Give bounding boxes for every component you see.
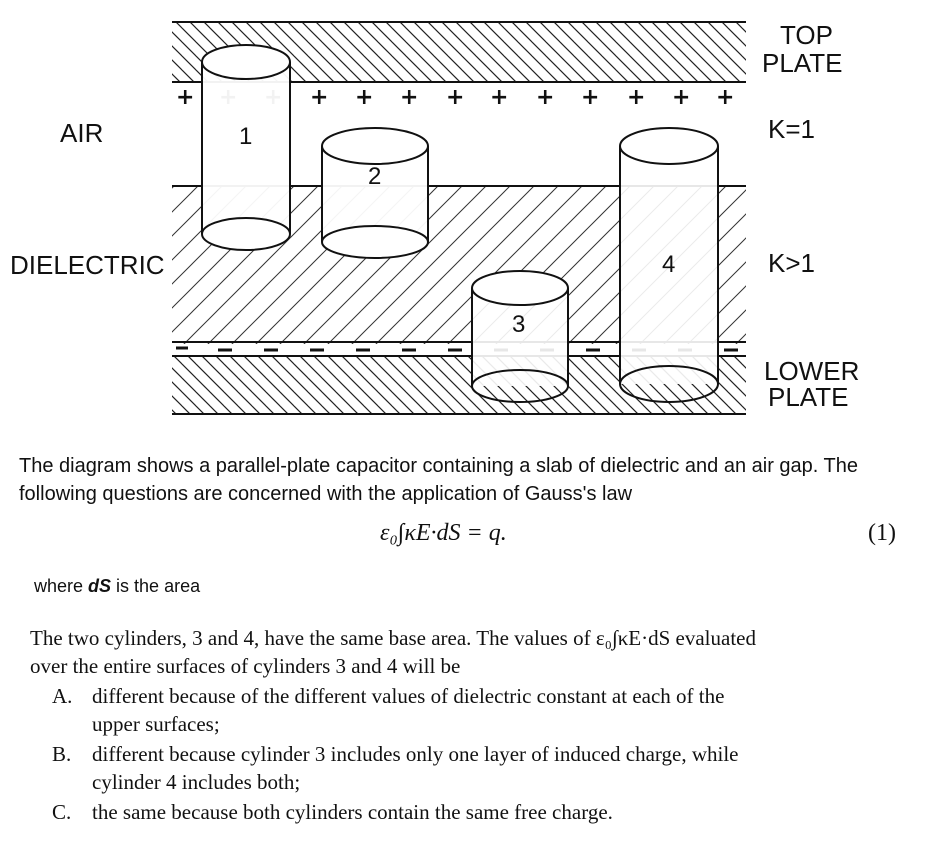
plus-charge: + [581, 85, 600, 110]
plus-charge: + [400, 85, 419, 110]
where-note [34, 576, 200, 597]
plus-charge: + [355, 85, 374, 110]
plus-charge: + [716, 85, 735, 110]
plus-charge: + [490, 85, 509, 110]
where-prefix: where [34, 576, 89, 596]
choice-a-letter: A. [52, 684, 73, 708]
cylinder-4 [620, 128, 718, 402]
question-stem: The two cylinders, 3 and 4, have the same base area. The values of ε₀∫κE·dS evaluated over the entire surfaces of cylinders 3 and 4 will be [30, 626, 756, 678]
top-plate-label-line1: TOP [780, 20, 833, 50]
choice-b-letter: B. [52, 742, 72, 766]
choice-a[interactable] [30, 682, 760, 738]
equation-number: (1) [868, 520, 896, 546]
plus-charge: + [176, 85, 195, 110]
choice-c-text: the same because both cylinders contain the same free charge. [92, 800, 613, 824]
cylinder-4-label: 4 [662, 251, 676, 278]
question [30, 624, 760, 828]
choice-c-letter: C. [52, 800, 72, 824]
choice-b-text: different because cylinder 3 includes only one layer of induced charge, while cylinder 4 includes both; [92, 742, 739, 794]
dielectric-label: DIELECTRIC [10, 250, 165, 280]
cylinder-2-label: 2 [368, 163, 382, 190]
cylinder-1 [202, 45, 290, 250]
top-plate-label-line2: PLATE [762, 48, 843, 78]
k-air-label: K=1 [768, 114, 815, 144]
plus-charge: + [672, 85, 691, 110]
plus-charge: + [310, 85, 329, 110]
where-suffix: is the area [111, 576, 201, 596]
caption [19, 452, 909, 508]
caption-text: The diagram shows a parallel-plate capacitor containing a slab of dielectric and an air gap. The following questions are concerned with the application of Gauss's law [19, 455, 859, 505]
cylinder-2 [322, 128, 428, 258]
lower-plate-label-line2: PLATE [768, 382, 849, 412]
choice-b[interactable] [30, 740, 760, 796]
answer-choices [30, 682, 760, 826]
k-dielectric-label: K>1 [768, 248, 815, 278]
plus-charge: + [627, 85, 646, 110]
air-label: AIR [60, 118, 104, 148]
cylinder-3-label: 3 [512, 311, 526, 338]
lower-plate-label-line1: LOWER [764, 356, 860, 386]
plus-charge: + [446, 85, 465, 110]
cylinder-3 [472, 271, 568, 402]
where-symbol: dS [88, 576, 112, 596]
cylinder-1-label: 1 [239, 123, 253, 150]
choice-c[interactable] [30, 798, 760, 826]
plus-charge: + [536, 85, 555, 110]
gauss-law-equation: ε₀∫κE·dS = q. [380, 520, 507, 546]
choice-a-text: different because of the different values of dielectric constant at each of the upper surfaces; [92, 684, 725, 736]
